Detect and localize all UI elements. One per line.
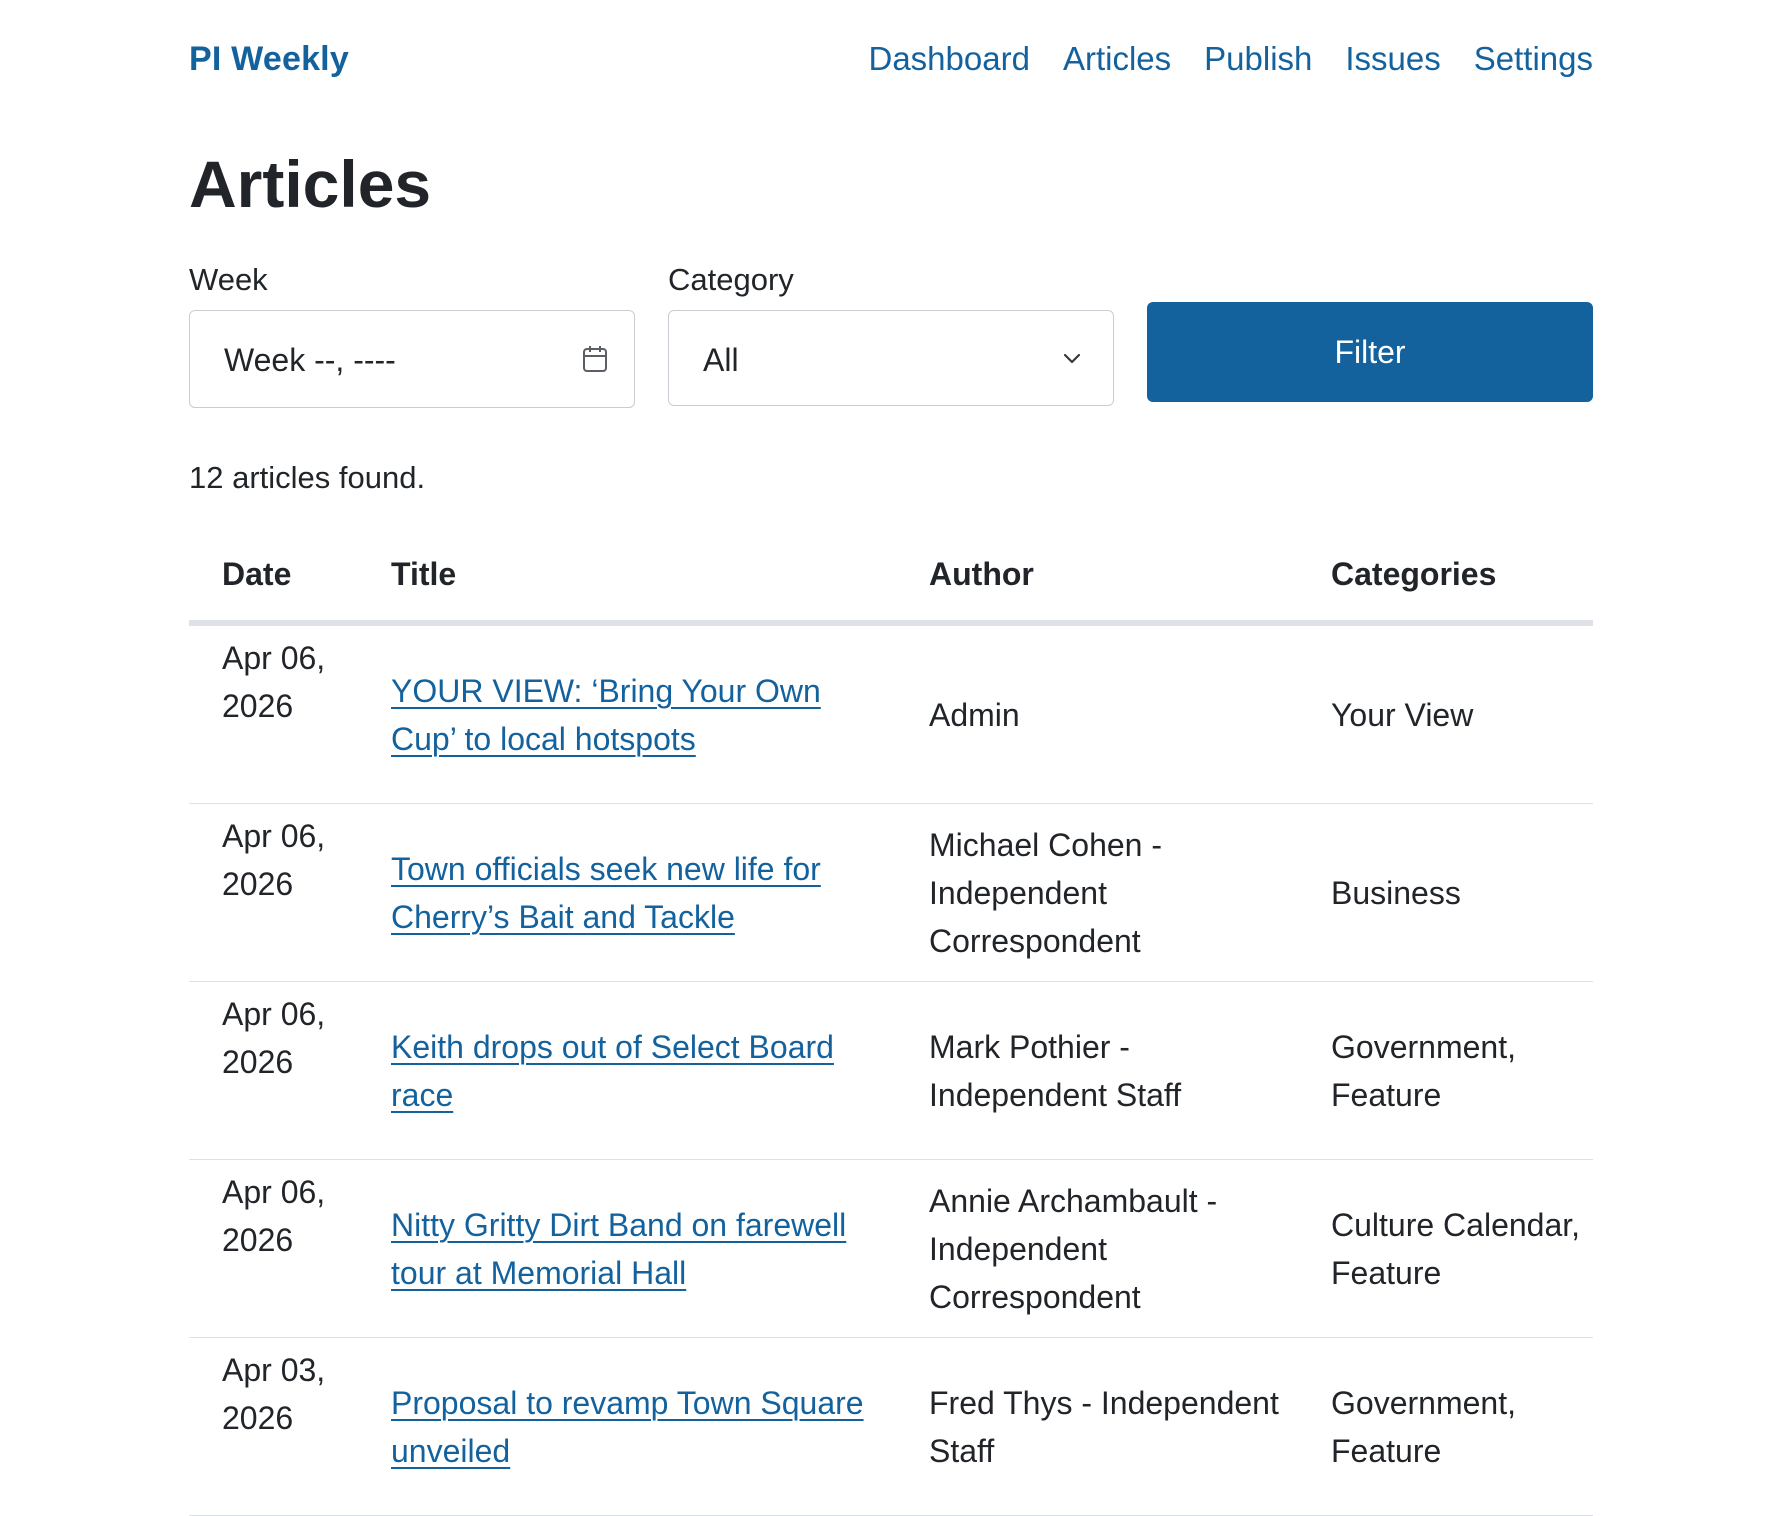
nav-dashboard[interactable]: Dashboard [868,40,1030,77]
results-count: 12 articles found. [189,460,426,495]
row-title-cell [391,982,891,1159]
row-author-cell [929,1160,1279,1337]
article-title-link[interactable]: YOUR VIEW: ‘Bring Your Own Cup’ to local hotspots [391,672,821,757]
row-categories-cell [1331,982,1581,1159]
row-categories: Government, Feature [1331,1028,1516,1113]
row-title-cell [391,804,891,981]
week-input[interactable] [189,310,635,408]
row-title-cell [391,1338,891,1515]
nav-publish[interactable]: Publish [1204,40,1313,77]
row-author-cell [929,626,1279,803]
row-title-cell [391,626,891,803]
main-nav [869,40,1594,78]
nav-issues[interactable]: Issues [1345,40,1441,77]
header-date: Date [222,556,292,592]
page-title: Articles [189,147,432,221]
row-author-cell [929,982,1279,1159]
row-categories-cell [1331,804,1581,981]
row-author-cell [929,804,1279,981]
brand-link[interactable]: PI Weekly [189,40,349,78]
row-author-cell [929,1338,1279,1515]
category-select-value: All [703,342,739,378]
row-author: Michael Cohen - Independent Correspondent [929,826,1162,959]
table-row [189,804,1593,982]
row-author: Annie Archambault - Independent Correspondent [929,1182,1218,1315]
nav-articles[interactable]: Articles [1062,40,1172,77]
row-date: Apr 06, 2026 [222,1174,326,1258]
week-label: Week [189,262,268,297]
table-row [189,1338,1593,1516]
filter-button[interactable]: Filter [1147,302,1593,402]
row-author: Fred Thys - Independent Staff [929,1384,1279,1469]
table-row [189,1160,1593,1338]
week-input-value: Week --, ---- [224,342,396,378]
category-label: Category [668,262,794,297]
row-date: Apr 06, 2026 [222,818,326,902]
row-date: Apr 06, 2026 [222,996,326,1080]
row-categories-cell [1331,1338,1581,1515]
nav-settings[interactable]: Settings [1473,40,1593,77]
header-categories: Categories [1331,556,1497,592]
row-categories-cell [1331,626,1581,803]
calendar-icon[interactable] [582,345,608,373]
table-header [189,540,1593,626]
header-author: Author [929,556,1034,592]
articles-table [189,540,1593,1516]
row-categories: Business [1331,874,1461,911]
row-author: Mark Pothier - Independent Staff [929,1028,1182,1113]
row-date: Apr 06, 2026 [222,640,326,724]
top-navbar [189,30,1593,90]
article-title-link[interactable]: Keith drops out of Select Board race [391,1028,834,1113]
chevron-down-icon [1061,347,1083,369]
article-title-link[interactable]: Town officials seek new life for Cherry’s Bait and Tackle [391,850,821,935]
row-date: Apr 03, 2026 [222,1352,326,1436]
row-title-cell [391,1160,891,1337]
table-row [189,626,1593,804]
row-categories: Culture Calendar, Feature [1331,1206,1581,1291]
row-categories: Government, Feature [1331,1384,1516,1469]
table-row [189,982,1593,1160]
category-select[interactable] [668,310,1114,406]
article-title-link[interactable]: Proposal to revamp Town Square unveiled [391,1384,864,1469]
article-title-link[interactable]: Nitty Gritty Dirt Band on farewell tour at Memorial Hall [391,1206,847,1291]
row-categories: Your View [1331,696,1474,733]
row-categories-cell [1331,1160,1581,1337]
row-author: Admin [929,696,1020,733]
header-title: Title [391,556,457,592]
